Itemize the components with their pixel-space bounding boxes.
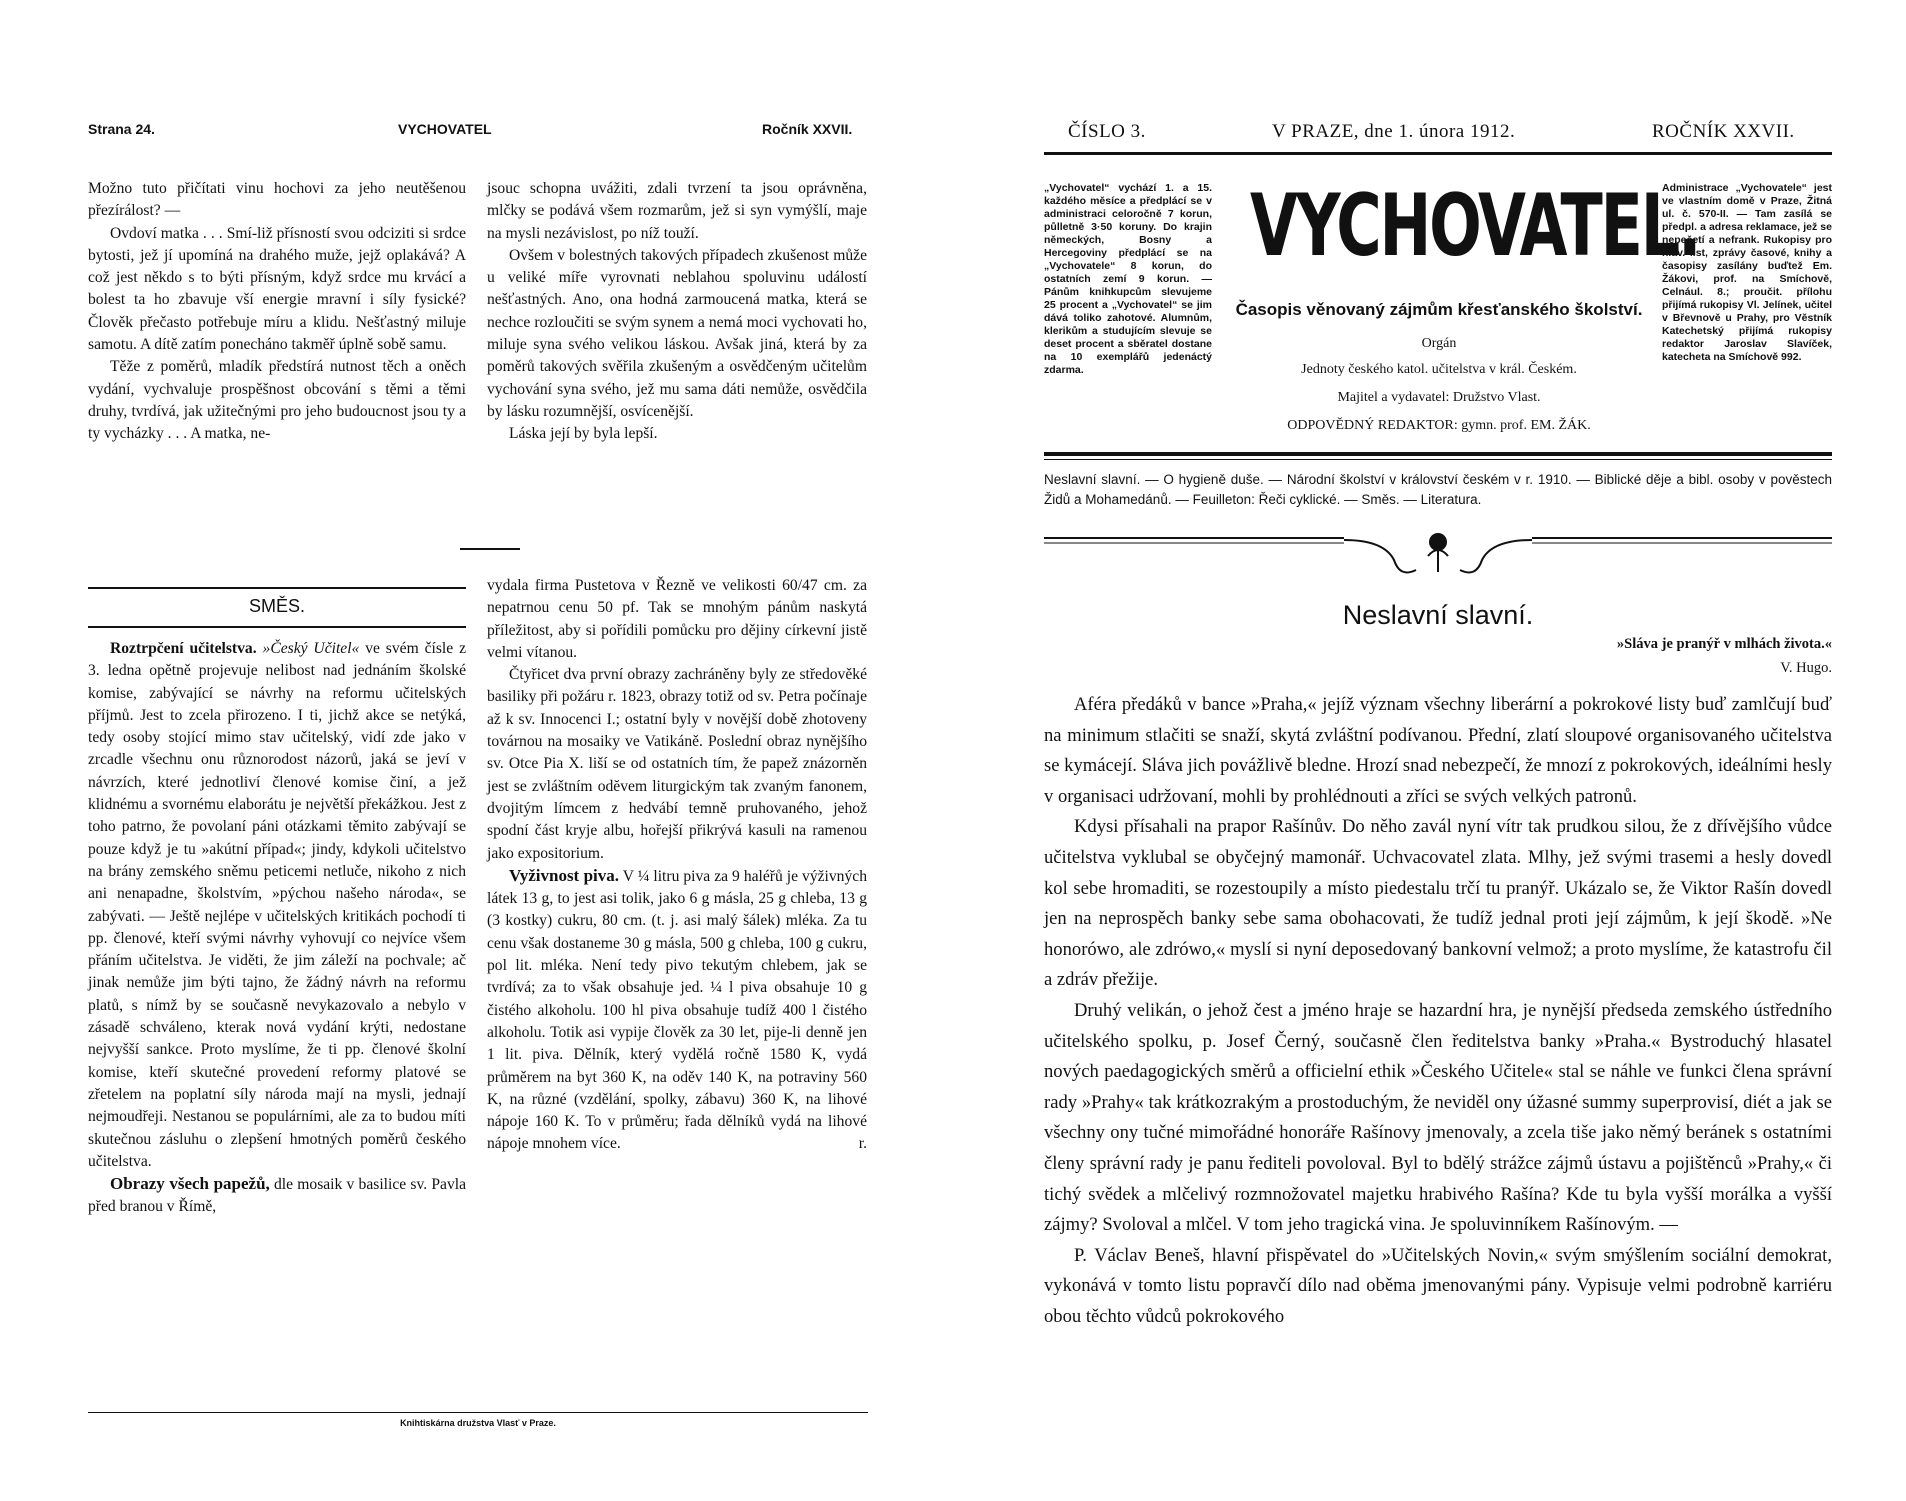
news-body: dle mosaik v basilice sv. Pavla před branou v Římě, [88, 1176, 466, 1216]
paragraph: Druhý velikán, o jehož čest a jméno hraje se hazardní hra, je nynější předseda zemského ústředního učitelského spolku, p. Josef Černý, současně člen ředitelstva banky »Praha.« Bystroduchý hlasatel nových paedagogických směrů a officielní ethik »Českého Učitele« stal se náhle ve funkci člena správní rady »Prahy« tak krátkozrakým a prostoduchým, že neviděl ony úžasné summy superprovisí, diét a jak se všechny ony tučné mimořádné honoráře Rašínovy jmenovaly, a zcela tiše jako němý beránek s ostatními členy správní rady je panu řediteli povoloval. Byl to bdělý strážce zájmů ústavu a pojištěnců »Prahy,« či tichý svědek a mlčelivý rozmnožovatel majetku hrabivého Rašína? Kde tu byla vyšší morálka a vyšší zájmy? Svoloval a mlčel. V tom jeho tragická vina. Je spoluvinníkem Rašínovým. — [1044, 999, 1832, 1236]
paragraph: vydala firma Pustetova v Řezně ve velikosti 60/47 cm. za nepatrnou cenu 50 pf. Tak se mnohým pánům naskytá příležitost, aby si pořídili pomůcku pro dějiny církevní jistě velmi vítanou. [487, 577, 867, 661]
masthead-rule-thick [1044, 452, 1832, 456]
paragraph: Čtyřicet dva první obrazy zachráněny byly ze středověké basiliky při požáru r. 1823, obrazy totiž od sv. Petra počínaje až k sv. Innocenci I.; ostatní byly v novější době zhotoveny továrnou na mosaiky ve Vatikáně. Poslední obraz nynějšího sv. Otce Pia X. liší se od ostatních tím, že papež znázorněn jest se zvláštním odĕvem liturgickým tak zvaným fanonem, dvojitým límcem z hedvábí temně pruhovaného, jehož spodní část kryje albu, hořejší přikrývá kasuli na ramenou jako expositorium. [487, 666, 867, 862]
issue-date: V PRAZE, dne 1. února 1912. [1272, 121, 1516, 142]
left-col2-bottom [487, 575, 867, 1156]
left-col1-bottom [88, 638, 466, 1219]
quoted-journal: »Český Učitel« [262, 640, 360, 657]
smes-rule-top [88, 587, 466, 589]
footer-rule [88, 1412, 868, 1413]
header-rule [1044, 152, 1832, 155]
news-body: ve svém čísle z 3. ledna opětně projevuje nelibost nad jednáním školské komise, zabývající se návrhy na reformu učitelských příjmů. Jest to zcela přirozeno. I ti, jichž akce se netýká, tedy osoby stojící mimo stav učitelský, vidí zde jako v zrcadle všechnu onu různorodost názorů, jaká se jeví v návrzích, které jednotliví členové komise činí, a jež klidnému a svornému elaborátu je největší překážkou. Jest z toho patrno, že povolaní páni otázkami těmito zabývají se pouze když je tu »akútní případ«; jindy, kdykoli učitelstvo na brány zemského sněmu peticemi netluče, nikoho z nich ani nenapadne, školstvím, »pýchou našeho národa«, se zabývati. — Ještě nejlépe v učitelských kritikách pochodí ti pp. členové, kteří svými návrhy vyhovují co nejvíce všem přáním učitelstva. Je viděti, že jim záleží na pochvale; ač jinak nemůže jim býti tajno, že žádný návrh na reformu platů, s nímž by se současně nevykazovalo a nebylo v zásadě schváleno, kterak nová vydání krýti, nedostane nejvyšší sankce. Proto myslíme, že ti pp. členové školní komise, kteří skutečné provedení reformy platové se zřetelem na poplatní síly národa mají na mysli, jednají nejmoudřeji. Nestanou se populárními, ale za to budou míti skutečnou zásluhu o zlepšení hmotných poměrů českého učitelstva. [88, 640, 466, 1170]
paragraph: Ovdoví matka . . . Smí-liž přísností svou odciziti si srdce bytosti, jež jí upomíná na drahého muže, jejž oplakává? A což jest někdo s to býti přísným, když srdce mu krvácí a bolest ta ho zbavuje vší energie mravní i síly fysické? Člověk přečasto potřebuje míru a klidu. Nešťastný miluje samotu. A dítě zatím ponecháno takměř úplně sobě samu. [88, 224, 466, 354]
left-col1-top [88, 178, 466, 446]
smes-heading: SMĚS. [248, 596, 305, 616]
author-signature: r. [858, 1135, 867, 1153]
printer-imprint: Knihtiskárna družstva Vlasť v Praze. [400, 1418, 556, 1428]
article-title: Neslavní slavní. [1342, 600, 1534, 630]
issue-number: ČÍSLO 3. [1068, 121, 1146, 142]
masthead-rule-thin [1044, 459, 1832, 460]
paragraph: Kdysi přísahali na prapor Rašínův. Do něho zavál nyní vítr tak prudkou silou, že z dřívějšího vůdce učitelstva vyklubal se obyčejný mamonář. Uchvacovatel zlata. Mlhy, jež svými trasemi a hesly dovedl kol sebe hromaditi, se rozestoupily a místo piedestalu trčí tu pranýř. Ukázalo se, že Viktor Rašín dovedl jen na neprospěch banky sebe sama obohacovati, že tudíž jednal proti její zájmům, k její škodě. »Ne honorówo, ale zdrówo,« myslí si nyní deposedovaný bankovní velmož; a proto myslíme, že katastrofu čil a zdráv přežije. [1044, 816, 1832, 991]
publisher-line: Majitel a vydavatel: Družstvo Vlast. [1337, 390, 1541, 405]
news-headline: Obrazy všech papežů, [110, 1174, 270, 1194]
paragraph: jsouc schopna uvážiti, zdali tvrzení ta jsou oprávněna, mlčky se podává všem rozmarům, jež si syn vymýšlí, maje na mysli nezávislost, po níž touží. [487, 180, 867, 242]
subscription-info: „Vychovatel“ vychází 1. a 15. každého měsíce a předplácí se v administraci celoročně 7 korun, půlletně 3·50 koruny. Do krajin německých, Bosny a Hercegoviny předplácí se na „Vychovatele“ 8 korun, do ostatních zemí 9 korun. — Pánům knihkupcům slevujeme 25 procent a „Vychovatel“ se jim dává toliko zahotové. Alumnům, klerikům a studujícím slevuje se deset procent a sběratel dostane na 10 exemplářů jedenáctý zdarma. [1044, 182, 1212, 376]
section-divider [460, 548, 520, 550]
paragraph [487, 423, 867, 445]
ornament-divider-icon [1044, 520, 1832, 590]
paragraph: Ovšem v bolestných takových případech zkušenost může u veliké míře vyrovnati neblahou spoluvinu událostí nešťastných. Ano, ona hodná zarmoucená matka, která se nechce rozloučiti se svým synem a nemá moci vychovati ho, miluje syna svého velikou láskou. Avšak jiná, která by za poměrů takových svěřila zkušeným a osvědčeným učitelům vychování syna svého, jež mu sama dáti nemůže, osvědčila by lásku rozumnější, osvícenější. [487, 246, 867, 420]
epigraph-author: V. Hugo. [1780, 660, 1832, 676]
organ-line: Jednoty českého katol. učitelstva v král. Českém. [1301, 362, 1577, 377]
right-volume: ROČNÍK XXVII. [1652, 121, 1795, 142]
masthead-title: VYCHOVATEL. [1250, 176, 1700, 276]
news-headline: Vyživnost piva. [509, 865, 619, 885]
paragraph: P. Václav Beneš, hlavní přispěvatel do »Učitelských Novin,« svým smýšlením sociální demokrat, vykonává v tomto listu popravčí dílo nad oběma jmenovanými pány. Vypisuje velmi podrobně karriéru obou těchto vůdců pokrokového [1044, 1244, 1832, 1327]
epigraph: »Sláva je pranýř v mlhách života.« [1616, 636, 1832, 652]
news-headline: Roztrpčení učitelstva. [110, 640, 257, 657]
organ-label: Orgán [1421, 336, 1457, 351]
paragraph: Možno tuto přičítati vinu hochovi za jeho neutěšenou přezírálost? — [88, 180, 466, 220]
smes-rule-bottom [88, 626, 466, 628]
left-col2-top [487, 178, 867, 446]
article-body [1044, 690, 1832, 1332]
paragraph: Aféra předáků v bance »Praha,« jejíž význam všechny liberární a pokrokové listy buď zamlčují buď na minimum stlačiti se snaží, skytá zvláštní podívanou. Přední, zlatí sloupové organisovaného učitelstva se kymácejí. Sláva jich povážlivě bledne. Hrozí snad nebezpečí, že mnozí z pokrokových, ideálními hesly v organisaci udržovaní, mohli by prohlédnouti a zříci se svých velkých patronů. [1044, 694, 1832, 807]
editor-line: ODPOVĚDNÝ REDAKTOR: gymn. prof. EM. ŽÁK. [1287, 418, 1591, 433]
administration-info: Administrace „Vychovatele“ jest ve vlastním domě v Praze, Žitná ul. č. 570-II. — Tam zasílá se předpl. a adresa reklamace, jež se nepečetí a nefrank. Rukopisy pro hlav. list, zprávy časové, knihy a časopisy zasílány buďtež Em. Žákovi, prof. na Smíchově, Celnául. 8.; proučit. přílohu přijímá rukopisy Vl. Jelínek, učitel v Břevnově u Prahy, pro Věstník Katechetský přijímá rukopisy redaktor Jaroslav Slavíček, katecheta na Smíchově 992. [1662, 182, 1832, 363]
closing-sentence: Láska její by byla lepší. [509, 425, 658, 443]
paragraph: Těže z poměrů, mladík předstírá nutnost těch a oněch vydání, vychvaluje prospěšnost obcování s těmi a těmi druhy, tvrdívá, jak užitečnými pro jeho budoucnost jsou ty a ty vycházky . . . A matka, ne- [88, 358, 466, 443]
news-body: V ¼ litru piva za 9 haléřů je výživných látek 13 g, to jest asi tolik, jako 6 g másla, 25 g chleba, 13 g (3 kostky) cukru, 80 cm. (t. j. asi malý šálek) mléka. Za tu cenu však dostaneme 30 g másla, 500 g chleba, 100 g cukru, pol lit. mléka. Není tedy pivo tekutým chlebem, jak se tvrdívá; za to však obsahuje jed. ¼ l piva obsahuje 10 g čistého alkoholu. 100 hl piva obsahuje tudíž 400 l čistého alkoholu. Totik asi vypije člověk za 30 let, pije-li denně jen 1 lit. piva. Dělník, který vydělá ročně 1580 K, vydá průměrem na byt 360 K, na oděv 140 K, na potraviny 560 K, na různé (vzdělání, spolky, zábavu) 360 K, na lihové nápoje 160 K. To v průměru; řada dělníků vydá na lihové nápoje mnohem více. [487, 867, 867, 1153]
left-page-number: Strana 24. [88, 121, 155, 137]
masthead-subtitle: Časopis věnovaný zájmům křesťanského školství. [1235, 300, 1643, 319]
table-of-contents: Neslavní slavní. — O hygieně duše. — Národní školství v království českém v r. 1910. — Biblické děje a bibl. osoby v pověstech Židů a Mohamedánů. — Feuilleton: Řeči cyklické. — Směs. — Literatura. [1044, 472, 1832, 507]
left-volume: Ročník XXVII. [762, 121, 853, 137]
left-journal-title: VYCHOVATEL [398, 121, 492, 137]
